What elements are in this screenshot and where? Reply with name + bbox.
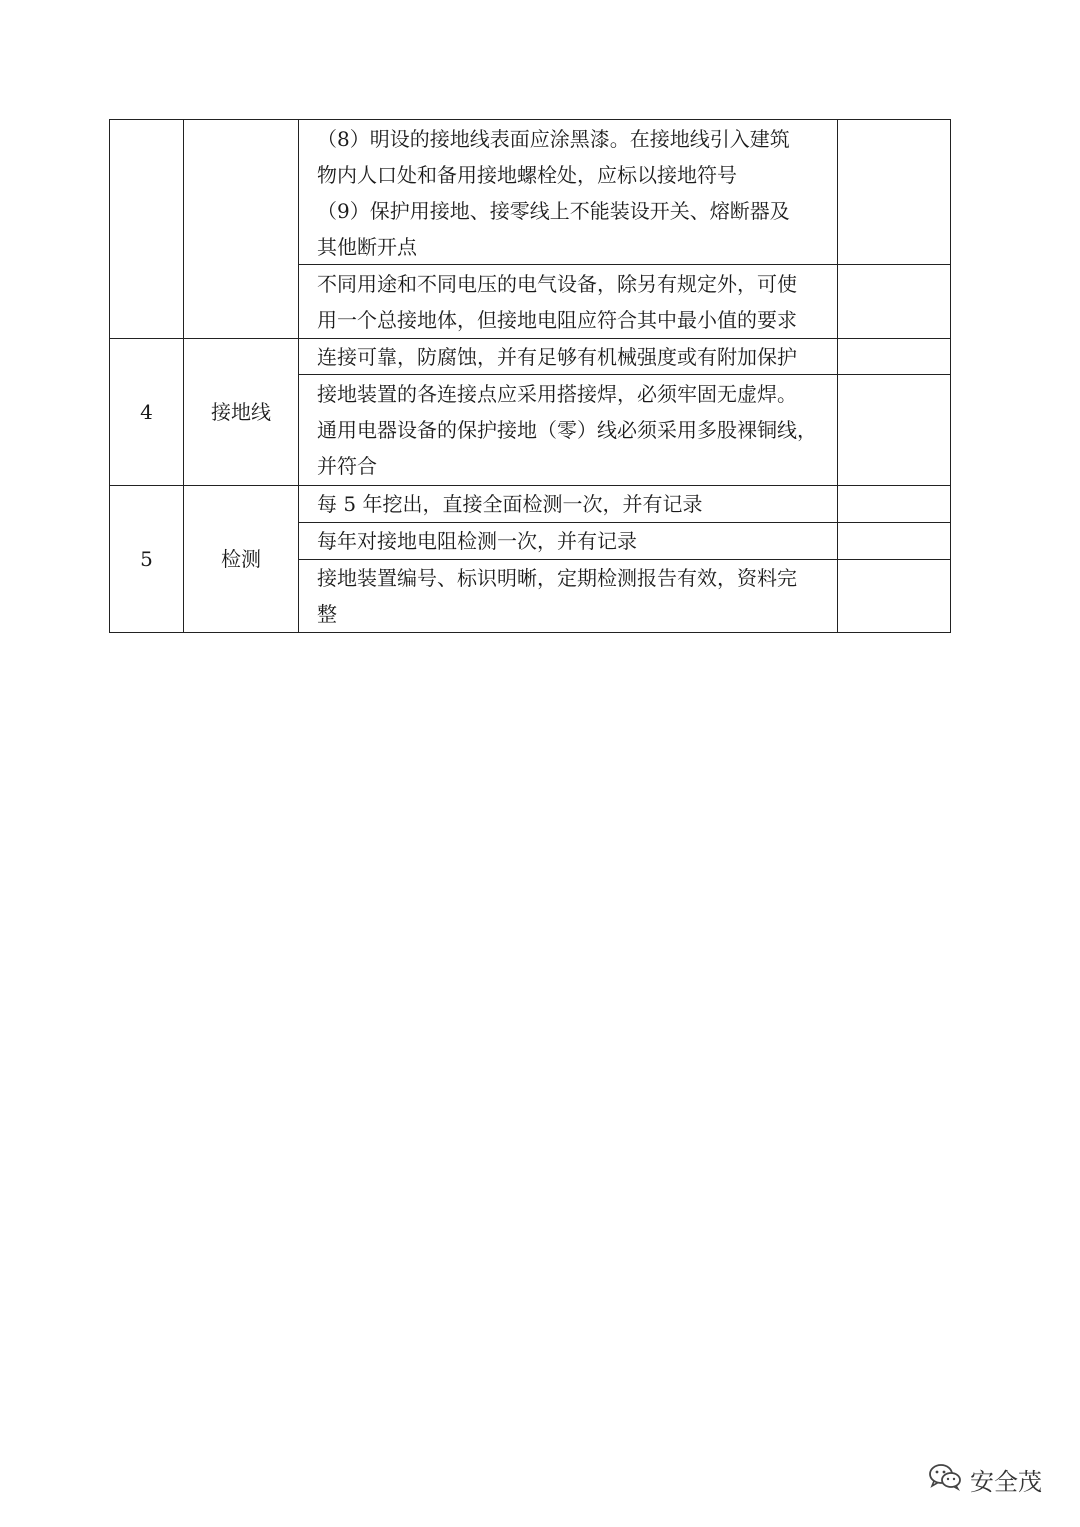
requirement-text: （8）明设的接地线表面应涂黑漆。在接地线引入建筑: [317, 127, 790, 151]
requirement-text: 接地装置的各连接点应采用搭接焊，必须牢固无虚焊。: [317, 382, 797, 406]
requirement-text: 不同用途和不同电压的电气设备，除另有规定外，可使: [317, 272, 797, 296]
table-border-top: [109, 119, 951, 120]
wechat-icon: [928, 1463, 962, 1497]
requirement-text: 接地装置编号、标识明晰，定期检测报告有效，资料完: [317, 566, 797, 590]
requirement-cell: [307, 121, 837, 264]
item-name: 检测: [221, 547, 261, 571]
column-divider: [950, 119, 951, 633]
requirement-cell: [307, 486, 837, 522]
requirement-text: 整: [317, 602, 337, 626]
requirement-cell: [307, 523, 837, 559]
requirement-text: 并符合: [317, 454, 377, 478]
watermark: [928, 1462, 1042, 1497]
requirement-text: 其他断开点: [317, 235, 417, 259]
row-number: 4: [140, 400, 153, 424]
requirement-text: 每 5 年挖出，直接全面检测一次，并有记录: [317, 492, 703, 516]
row-number: 5: [140, 547, 153, 571]
requirement-text: 用一个总接地体，但接地电阻应符合其中最小值的要求: [317, 308, 797, 332]
requirement-cell: [307, 266, 837, 338]
item-name: 接地线: [211, 400, 271, 424]
requirement-cell: [307, 339, 837, 374]
watermark-text: 安全茂: [970, 1468, 1042, 1496]
column-divider: [837, 119, 838, 633]
requirement-text: 连接可靠，防腐蚀，并有足够有机械强度或有附加保护: [317, 345, 797, 369]
requirement-text: 每年对接地电阻检测一次，并有记录: [317, 529, 637, 553]
requirement-text: 通用电器设备的保护接地（零）线必须采用多股裸铜线，: [317, 418, 817, 442]
requirement-text: （9）保护用接地、接零线上不能装设开关、熔断器及: [317, 199, 790, 223]
column-divider: [298, 119, 299, 633]
requirement-cell: [307, 376, 837, 485]
requirement-cell: [307, 560, 837, 632]
inspection-table: [109, 119, 951, 633]
requirement-text: 物内人口处和备用接地螺栓处，应标以接地符号: [317, 163, 737, 187]
table-border-bottom: [109, 632, 951, 633]
